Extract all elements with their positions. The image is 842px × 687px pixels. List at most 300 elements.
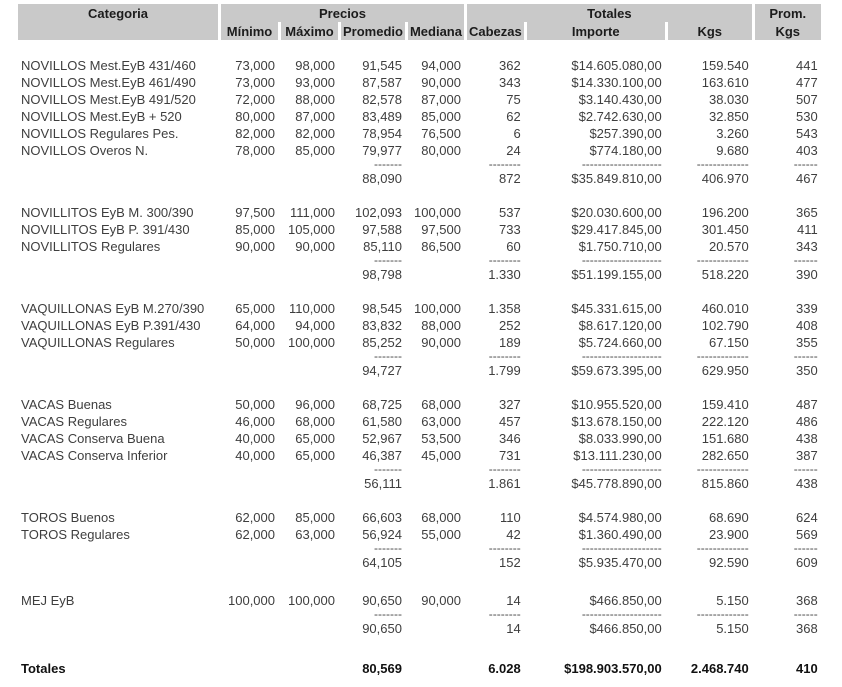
subtotal-promedio: 64,105 <box>362 555 402 570</box>
separator-kgs: ------------- <box>696 159 749 170</box>
cell-categoria: VACAS Buenas <box>21 397 112 412</box>
separator-kgs: ------------- <box>696 255 749 266</box>
cell-categoria: NOVILLOS Mest.EyB + 520 <box>21 109 182 124</box>
separator-row <box>18 159 821 170</box>
cell-promedio: 90,650 <box>362 593 402 608</box>
cell-importe: $774.180,00 <box>589 143 662 158</box>
separator-kgs: ------------- <box>696 609 749 620</box>
cell-mediana: 68,000 <box>421 510 461 525</box>
subtotal-importe: $51.199.155,00 <box>571 267 662 282</box>
cell-prom-kgs: 507 <box>796 92 818 107</box>
separator-maximo <box>281 255 338 266</box>
cell-categoria: VACAS Conserva Inferior <box>21 448 168 463</box>
separator-maximo <box>281 543 338 554</box>
separator-minimo <box>221 255 278 266</box>
separator-promedio: ------- <box>373 351 402 362</box>
cell-importe: $20.030.600,00 <box>571 205 662 220</box>
cell-promedio: 98,545 <box>362 301 402 316</box>
cell-minimo: 78,000 <box>235 143 275 158</box>
cell-minimo: 90,000 <box>235 239 275 254</box>
col-header-importe: Importe <box>527 22 665 40</box>
separator-cabezas: -------- <box>488 464 521 475</box>
cell-cabezas: 1.358 <box>488 301 521 316</box>
separator-maximo <box>281 609 338 620</box>
subtotal-promedio: 94,727 <box>362 363 402 378</box>
separator-maximo <box>281 351 338 362</box>
prices-table <box>15 4 824 678</box>
spacer-row <box>18 379 821 396</box>
subtotal-maximo <box>281 620 338 637</box>
separator-importe: -------------------- <box>581 159 662 170</box>
col-header-precios: Precios <box>221 4 464 22</box>
separator-prom-kgs: ------ <box>793 464 818 475</box>
subtotal-minimo <box>221 266 278 283</box>
cell-minimo: 72,000 <box>235 92 275 107</box>
spacer-cell <box>18 40 821 57</box>
cell-importe: $45.331.615,00 <box>571 301 662 316</box>
cell-importe: $5.724.660,00 <box>578 335 662 350</box>
subtotal-cabezas: 14 <box>506 621 521 636</box>
subtotal-row <box>18 170 821 187</box>
cell-kgs: 5.150 <box>716 593 749 608</box>
separator-importe: -------------------- <box>581 464 662 475</box>
cell-mediana: 90,000 <box>421 75 461 90</box>
table-row <box>18 334 821 351</box>
totals-maximo <box>281 658 338 678</box>
subtotal-mediana <box>408 554 464 571</box>
cell-categoria: VACAS Conserva Buena <box>21 431 165 446</box>
cell-promedio: 79,977 <box>362 143 402 158</box>
cell-cabezas: 189 <box>499 335 521 350</box>
cell-prom-kgs: 387 <box>796 448 818 463</box>
cell-cabezas: 6 <box>513 126 521 141</box>
cell-importe: $1.750.710,00 <box>578 239 662 254</box>
cell-mediana: 100,000 <box>413 301 461 316</box>
cell-importe: $466.850,00 <box>589 593 662 608</box>
subtotal-mediana <box>408 170 464 187</box>
cell-categoria: NOVILLOS Regulares Pes. <box>21 126 179 141</box>
cell-categoria: NOVILLITOS Regulares <box>21 239 161 254</box>
cell-cabezas: 327 <box>499 397 521 412</box>
table-row <box>18 430 821 447</box>
table-row <box>18 396 821 413</box>
cell-maximo: 65,000 <box>295 431 335 446</box>
cell-promedio: 85,252 <box>362 335 402 350</box>
spacer-cell <box>18 492 821 509</box>
subtotal-row <box>18 266 821 283</box>
cell-categoria: VAQUILLONAS EyB M.270/390 <box>21 301 205 316</box>
subtotal-mediana <box>408 266 464 283</box>
separator-prom-kgs: ------ <box>793 159 818 170</box>
separator-row <box>18 543 821 554</box>
cell-prom-kgs: 543 <box>796 126 818 141</box>
cell-maximo: 105,000 <box>288 222 335 237</box>
subtotal-categoria <box>18 362 218 379</box>
col-header-maximo: Máximo <box>281 22 338 40</box>
cell-promedio: 82,578 <box>362 92 402 107</box>
cell-cabezas: 346 <box>499 431 521 446</box>
col-header-minimo: Mínimo <box>221 22 278 40</box>
table-row <box>18 74 821 91</box>
separator-cabezas: -------- <box>488 351 521 362</box>
cell-minimo: 62,000 <box>235 510 275 525</box>
separator-kgs: ------------- <box>696 543 749 554</box>
cell-categoria: NOVILLOS Mest.EyB 431/460 <box>21 58 196 73</box>
cell-cabezas: 537 <box>499 205 521 220</box>
cell-categoria: VACAS Regulares <box>21 414 127 429</box>
cell-categoria: NOVILLITOS EyB M. 300/390 <box>21 205 194 220</box>
separator-importe: -------------------- <box>581 609 662 620</box>
cell-categoria: TOROS Regulares <box>21 527 130 542</box>
cell-promedio: 97,588 <box>362 222 402 237</box>
separator-row <box>18 255 821 266</box>
separator-maximo <box>281 159 338 170</box>
cell-mediana: 100,000 <box>413 205 461 220</box>
cell-importe: $4.574.980,00 <box>578 510 662 525</box>
separator-categoria <box>18 609 218 620</box>
cell-maximo: 85,000 <box>295 510 335 525</box>
subtotal-kgs: 5.150 <box>716 621 749 636</box>
col-header-totales: Totales <box>467 4 752 22</box>
subtotal-promedio: 98,798 <box>362 267 402 282</box>
cell-kgs: 301.450 <box>701 222 749 237</box>
subtotal-cabezas: 872 <box>499 171 521 186</box>
separator-cabezas: -------- <box>488 543 521 554</box>
separator-promedio: ------- <box>373 255 402 266</box>
cell-prom-kgs: 343 <box>796 239 818 254</box>
cell-kgs: 163.610 <box>701 75 749 90</box>
subtotal-minimo <box>221 475 278 492</box>
subtotal-prom-kgs: 390 <box>796 267 818 282</box>
cell-promedio: 87,587 <box>362 75 402 90</box>
subtotal-kgs: 815.860 <box>701 476 749 491</box>
subtotal-row <box>18 554 821 571</box>
cell-mediana: 90,000 <box>421 593 461 608</box>
cell-kgs: 38.030 <box>708 92 749 107</box>
cell-maximo: 94,000 <box>295 318 335 333</box>
cell-maximo: 93,000 <box>295 75 335 90</box>
table-row <box>18 57 821 74</box>
subtotal-cabezas: 152 <box>499 555 521 570</box>
cell-mediana: 45,000 <box>421 448 461 463</box>
subtotal-row <box>18 620 821 637</box>
cell-promedio: 78,954 <box>362 126 402 141</box>
cell-cabezas: 42 <box>506 527 521 542</box>
cell-prom-kgs: 487 <box>796 397 818 412</box>
separator-categoria <box>18 351 218 362</box>
subtotal-cabezas: 1.799 <box>488 363 521 378</box>
table-row <box>18 125 821 142</box>
table-row <box>18 300 821 317</box>
cell-kgs: 3.260 <box>716 126 749 141</box>
cell-importe: $29.417.845,00 <box>571 222 662 237</box>
subtotal-promedio: 90,650 <box>362 621 402 636</box>
subtotal-mediana <box>408 475 464 492</box>
cell-kgs: 102.790 <box>701 318 749 333</box>
cell-minimo: 65,000 <box>235 301 275 316</box>
separator-row <box>18 351 821 362</box>
separator-cabezas: -------- <box>488 255 521 266</box>
separator-prom-kgs: ------ <box>793 609 818 620</box>
table-row <box>18 221 821 238</box>
cell-mediana: 63,000 <box>421 414 461 429</box>
cell-minimo: 73,000 <box>235 58 275 73</box>
cell-prom-kgs: 441 <box>796 58 818 73</box>
cell-maximo: 85,000 <box>295 143 335 158</box>
cell-prom-kgs: 368 <box>796 593 818 608</box>
cell-importe: $257.390,00 <box>589 126 662 141</box>
separator-cabezas: -------- <box>488 609 521 620</box>
cell-kgs: 196.200 <box>701 205 749 220</box>
subtotal-categoria <box>18 620 218 637</box>
table-row <box>18 204 821 221</box>
cell-maximo: 100,000 <box>288 335 335 350</box>
table-row <box>18 142 821 159</box>
table-row <box>18 509 821 526</box>
table-row <box>18 526 821 543</box>
cell-kgs: 460.010 <box>701 301 749 316</box>
cell-cabezas: 252 <box>499 318 521 333</box>
cell-mediana: 80,000 <box>421 143 461 158</box>
cell-minimo: 46,000 <box>235 414 275 429</box>
totals-mediana <box>408 658 464 678</box>
subtotal-maximo <box>281 362 338 379</box>
col-header-categoria: Categoria <box>18 4 218 22</box>
separator-mediana <box>408 255 464 266</box>
cell-cabezas: 110 <box>500 510 521 525</box>
cell-minimo: 80,000 <box>235 109 275 124</box>
separator-kgs: ------------- <box>696 464 749 475</box>
separator-importe: -------------------- <box>581 351 662 362</box>
cell-minimo: 100,000 <box>228 593 275 608</box>
cell-maximo: 90,000 <box>295 239 335 254</box>
cell-promedio: 83,489 <box>362 109 402 124</box>
subtotal-importe: $45.778.890,00 <box>571 476 662 491</box>
cell-prom-kgs: 411 <box>797 222 818 237</box>
subtotal-importe: $35.849.810,00 <box>571 171 662 186</box>
cell-promedio: 91,545 <box>362 58 402 73</box>
cell-promedio: 46,387 <box>362 448 402 463</box>
subtotal-kgs: 629.950 <box>701 363 749 378</box>
cell-kgs: 222.120 <box>701 414 749 429</box>
cell-prom-kgs: 403 <box>796 143 818 158</box>
separator-minimo <box>221 543 278 554</box>
cell-kgs: 159.410 <box>701 397 749 412</box>
separator-categoria <box>18 464 218 475</box>
cell-kgs: 159.540 <box>701 58 749 73</box>
cell-prom-kgs: 438 <box>796 431 818 446</box>
cell-maximo: 111,000 <box>289 205 335 220</box>
cell-maximo: 110,000 <box>288 301 335 316</box>
cell-maximo: 82,000 <box>295 126 335 141</box>
cell-kgs: 67.150 <box>708 335 749 350</box>
cell-mediana: 68,000 <box>421 397 461 412</box>
table-row <box>18 317 821 334</box>
subtotal-maximo <box>281 475 338 492</box>
subtotal-minimo <box>221 554 278 571</box>
table-row <box>18 413 821 430</box>
subtotal-prom-kgs: 368 <box>796 621 818 636</box>
cell-minimo: 50,000 <box>235 397 275 412</box>
totals-minimo <box>221 658 278 678</box>
subtotal-maximo <box>281 266 338 283</box>
separator-mediana <box>408 609 464 620</box>
subtotal-kgs: 406.970 <box>701 171 749 186</box>
separator-categoria <box>18 543 218 554</box>
subtotal-cabezas: 1.330 <box>488 267 521 282</box>
cell-importe: $13.678.150,00 <box>571 414 662 429</box>
subtotal-row <box>18 362 821 379</box>
cell-prom-kgs: 408 <box>796 318 818 333</box>
subtotal-minimo <box>221 362 278 379</box>
header-row-columns <box>18 22 821 40</box>
cell-maximo: 68,000 <box>295 414 335 429</box>
cell-maximo: 63,000 <box>295 527 335 542</box>
totals-prom-kgs: 410 <box>796 660 818 676</box>
cell-cabezas: 457 <box>499 414 521 429</box>
spacer-row <box>18 283 821 300</box>
cell-categoria: NOVILLOS Overos N. <box>21 143 149 158</box>
separator-importe: -------------------- <box>581 543 662 554</box>
separator-prom-kgs: ------ <box>793 255 818 266</box>
cell-categoria: TOROS Buenos <box>21 510 115 525</box>
spacer-row <box>18 571 821 592</box>
cell-kgs: 282.650 <box>701 448 749 463</box>
totals-cabezas: 6.028 <box>488 660 521 676</box>
subtotal-maximo <box>281 170 338 187</box>
cell-minimo: 50,000 <box>235 335 275 350</box>
separator-promedio: ------- <box>373 464 402 475</box>
cell-importe: $10.955.520,00 <box>571 397 662 412</box>
cell-mediana: 97,500 <box>421 222 461 237</box>
separator-minimo <box>221 351 278 362</box>
cell-minimo: 97,500 <box>235 205 275 220</box>
col-header-mediana: Mediana <box>409 23 462 39</box>
cell-importe: $2.742.630,00 <box>578 109 662 124</box>
cell-kgs: 23.900 <box>708 527 749 542</box>
cell-cabezas: 362 <box>499 58 521 73</box>
cell-mediana: 55,000 <box>421 527 461 542</box>
cell-minimo: 73,000 <box>235 75 275 90</box>
subtotal-prom-kgs: 350 <box>796 363 818 378</box>
cell-cabezas: 14 <box>506 593 521 608</box>
cell-cabezas: 24 <box>506 143 521 158</box>
subtotal-importe: $466.850,00 <box>589 621 662 636</box>
cell-minimo: 85,000 <box>235 222 275 237</box>
subtotal-minimo <box>221 170 278 187</box>
separator-mediana <box>408 464 464 475</box>
subtotal-categoria <box>18 475 218 492</box>
subtotal-importe: $5.935.470,00 <box>578 555 662 570</box>
separator-maximo <box>281 464 338 475</box>
subtotal-prom-kgs: 609 <box>796 555 818 570</box>
spacer-row <box>18 187 821 204</box>
cell-importe: $3.140.430,00 <box>578 92 662 107</box>
cell-kgs: 68.690 <box>708 510 749 525</box>
spacer-row <box>18 40 821 57</box>
cell-maximo: 96,000 <box>295 397 335 412</box>
cell-mediana: 76,500 <box>421 126 461 141</box>
cell-minimo: 40,000 <box>235 431 275 446</box>
separator-promedio: ------- <box>373 159 402 170</box>
cell-categoria: VAQUILLONAS EyB P.391/430 <box>21 318 201 333</box>
separator-mediana <box>408 543 464 554</box>
table-row <box>18 108 821 125</box>
cell-maximo: 100,000 <box>288 593 335 608</box>
spacer-cell <box>18 379 821 396</box>
separator-importe: -------------------- <box>581 255 662 266</box>
cell-minimo: 40,000 <box>235 448 275 463</box>
subtotal-kgs: 92.590 <box>708 555 749 570</box>
totals-importe: $198.903.570,00 <box>564 660 662 676</box>
separator-minimo <box>221 159 278 170</box>
separator-promedio: ------- <box>373 543 402 554</box>
cell-promedio: 56,924 <box>362 527 402 542</box>
cell-promedio: 85,110 <box>363 239 402 254</box>
cell-prom-kgs: 486 <box>796 414 818 429</box>
separator-row <box>18 609 821 620</box>
cell-prom-kgs: 355 <box>796 335 818 350</box>
separator-prom-kgs: ------ <box>793 543 818 554</box>
cell-prom-kgs: 339 <box>796 301 818 316</box>
subtotal-categoria <box>18 266 218 283</box>
cell-categoria: VAQUILLONAS Regulares <box>21 335 175 350</box>
totals-categoria: Totales <box>21 660 66 676</box>
cell-cabezas: 62 <box>506 109 521 124</box>
cell-mediana: 90,000 <box>421 335 461 350</box>
cell-promedio: 102,093 <box>354 205 402 220</box>
spacer-cell <box>18 637 821 658</box>
cell-prom-kgs: 624 <box>796 510 818 525</box>
cell-importe: $13.111.230,00 <box>573 448 662 463</box>
subtotal-categoria <box>18 554 218 571</box>
table-row <box>18 91 821 108</box>
cell-cabezas: 75 <box>506 92 521 107</box>
subtotal-promedio: 88,090 <box>362 171 402 186</box>
totals-kgs: 2.468.740 <box>690 660 749 676</box>
header-row-groups <box>18 4 821 22</box>
separator-minimo <box>221 464 278 475</box>
cell-promedio: 61,580 <box>362 414 402 429</box>
subtotal-mediana <box>408 620 464 637</box>
cell-cabezas: 60 <box>506 239 521 254</box>
cell-maximo: 65,000 <box>295 448 335 463</box>
cell-prom-kgs: 477 <box>796 75 818 90</box>
cell-minimo: 82,000 <box>235 126 275 141</box>
cell-importe: $1.360.490,00 <box>578 527 662 542</box>
col-header-kgs: Kgs <box>668 22 752 40</box>
cell-categoria: NOVILLOS Mest.EyB 491/520 <box>21 92 196 107</box>
table-body <box>18 40 821 678</box>
cell-importe: $14.330.100,00 <box>571 75 662 90</box>
col-header-prom-kgs: Kgs <box>755 22 821 40</box>
cell-mediana: 86,500 <box>421 239 461 254</box>
cell-kgs: 32.850 <box>708 109 749 124</box>
col-header-prom: Prom. <box>755 4 821 22</box>
cell-mediana: 85,000 <box>421 109 461 124</box>
cell-maximo: 98,000 <box>295 58 335 73</box>
cell-mediana: 88,000 <box>421 318 461 333</box>
separator-cabezas: -------- <box>488 159 521 170</box>
cell-promedio: 66,603 <box>362 510 402 525</box>
cell-cabezas: 343 <box>499 75 521 90</box>
cell-mediana: 53,500 <box>421 431 461 446</box>
separator-row <box>18 464 821 475</box>
cell-cabezas: 731 <box>499 448 521 463</box>
col-header-promedio: Promedio <box>343 23 403 39</box>
separator-prom-kgs: ------ <box>793 351 818 362</box>
subtotal-importe: $59.673.395,00 <box>571 363 662 378</box>
